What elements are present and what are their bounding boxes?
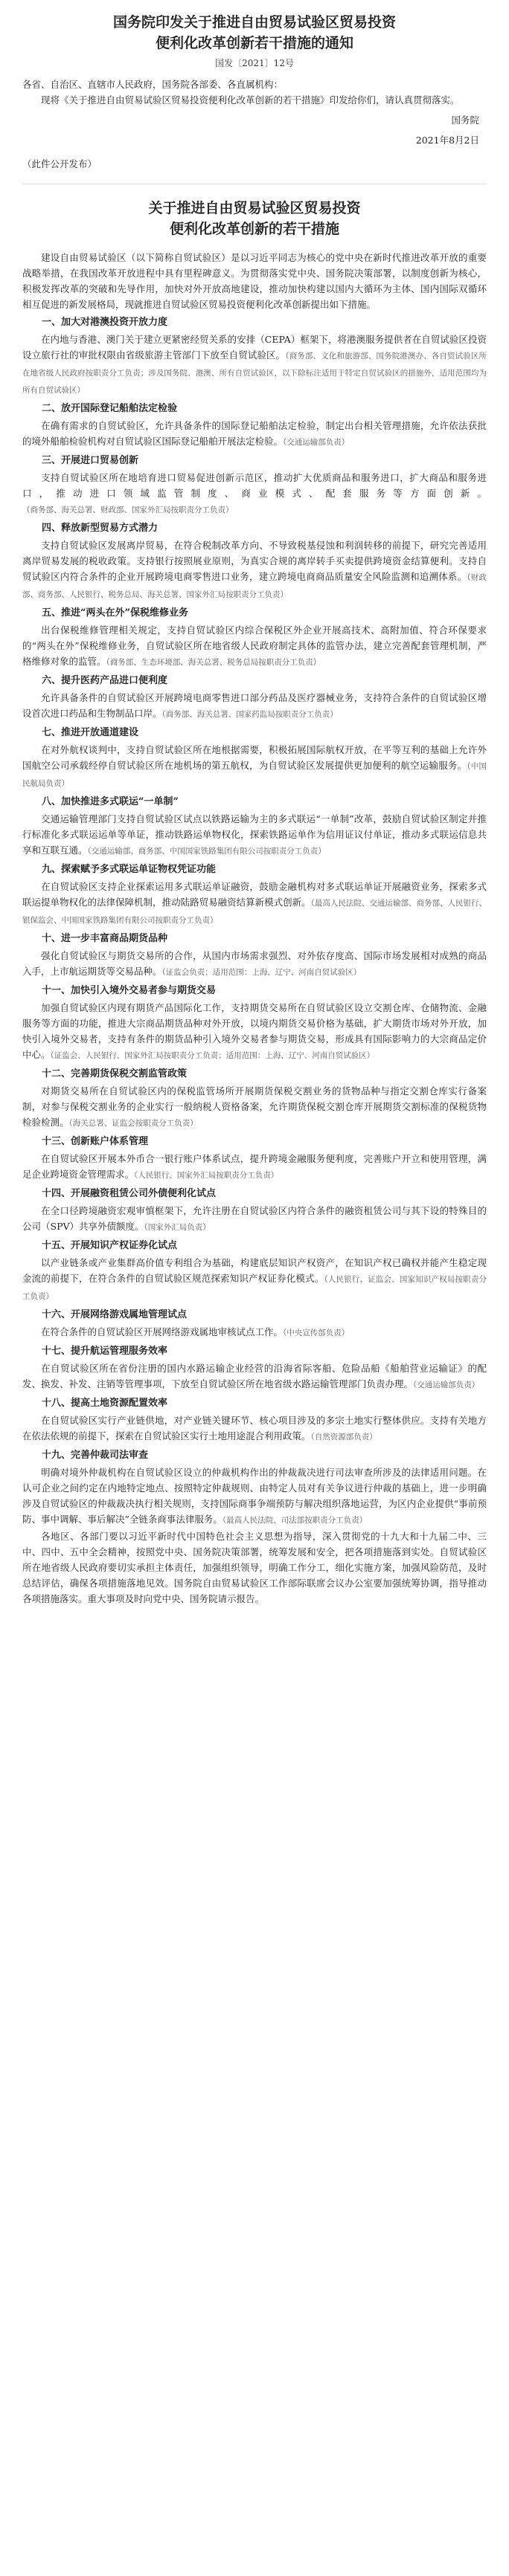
measure-responsibility: （人民银行、国家外汇局按职责分工负责） [134,1171,279,1180]
notice-body: 现将《关于推进自由贸易试验区贸易投资便利化改革创新的若干措施》印发给你们，请认真贯彻落实。 [41,94,460,106]
measure-body: 加强自贸试验区内现有期货产品国际化工作，支持期货交易所在自贸试验区设立交割仓库、仓储物流、金融服务等方面的功能，推进大宗商品期货品种对外开放，以境内期货交易价格为基础，扩大期货市场对外开放，加快引入境外交易者，支持有条件的期货品种引入境外交易者参与期货交易，形成具有国际影响力的大宗商品定价中心。 [22,1002,487,1060]
measure-text [22,470,487,518]
measure-heading: 五、推进“两头在外”保税维修业务 [42,607,188,619]
measures-title: 关于推进自由贸易试验区贸易投资 便利化改革创新的若干措施 [148,200,361,237]
measure-heading: 十五、开展知识产权证券化试点 [42,1240,178,1251]
measure-responsibility: （财政部、商务部、人民银行、税务总局、海关总署、国家外汇局按职责分工负责） [22,573,487,599]
measure-heading: 十四、开展融资租赁公司外债便利化试点 [42,1188,217,1199]
measure-text [22,1000,487,1064]
measure-section [22,520,487,603]
measure-text [22,1083,487,1132]
measure-responsibility: （证监会、人民银行、国家外汇局按职责分工负责；适用范围：上海、辽宁、河南自贸试验区） [50,1051,375,1060]
measure-responsibility: （商务部、生态环境部、海关总署、税务总局按职责分工负责） [106,658,321,667]
measures-sections [22,314,487,1529]
measure-section [22,794,487,859]
measure-responsibility: （人民银行、证监会、国家知识产权局按职责分工负责） [22,1275,487,1301]
measure-text [22,1413,487,1445]
measure-text [22,1203,487,1236]
measure-body: 在自贸试验区实行产业链供地，对产业链关键环节、核心项目涉及的多宗土地实行整体供应。支持有关地方在依法依规的前提下，探索在自贸试验区实行土地用途混合利用政策。 [22,1415,487,1442]
measure-body: 在对外航权谈判中，支持自贸试验区所在地根据需要，积极拓展国际航权开放，在平等互利的基础上允许外国航空公司承载经停自贸试验区所在地机场的第五航权，为自贸试验区发展提供更加便利的航空运输服务。 [22,744,487,771]
measure-responsibility: （海关总署、证监会按职责分工负责） [68,1119,198,1128]
measure-section [22,1343,487,1393]
measure-heading: 十一、加快引入境外交易者参与期货交易 [42,985,217,996]
measure-body: 强化自贸试验区与期货交易所的合作，从国内市场需求强烈、对外依存度高、国际市场发展相对成熟的商品入手，上市航运期货等交易品种。 [22,950,487,977]
measure-section [22,1066,487,1132]
publish-note: （此件公开发布） [22,158,97,170]
measure-responsibility: （中国民航局负责） [22,762,487,788]
measure-text [22,418,487,451]
measure-heading: 十八、提高土地资源配置效率 [42,1398,168,1409]
measure-heading: 六、提升医药产品进口便利度 [42,675,168,686]
measure-section [22,862,487,929]
measure-body: 支持自贸试验区所在地培育进口贸易促进创新示范区，推动扩大优质商品和服务进口，扩大商品和服务进口，推动进口领域监管制度、商业模式、配套服务等方面创新。 [22,472,487,499]
measure-section [22,1395,487,1445]
measure-text [22,332,487,398]
sign-date: 2021年8月2日 [415,135,479,146]
measure-heading: 二、放开国际登记船舶法定检验 [42,403,178,414]
measure-responsibility: （国家外汇局负责） [144,1223,211,1232]
measure-body: 出台保税维修管理相关规定，支持自贸试验区内综合保税区外企业开展高技术、高附加值、符合环保要求的“两头在外”保税维修业务，自贸试验区所在地省级人民政府制定具体的监管办法，建立完善配套管理机制，严格维修对象的监管。 [22,624,487,667]
measure-responsibility: （中央宣传部负责） [283,1329,350,1337]
closing-paragraph: 各地区、各部门要以习近平新时代中国特色社会主义思想为指导，深入贯彻党的十九大和十九届二中、三中、四中、五中全会精神，按照党中央、国务院决策部署，统筹发展和安全，把各项措施落到实处。自贸试验区所在地省级人民政府要切实承担主体责任，加强组织领导，明确工作分工，细化实施方案，加强风险防范，及时总结评估，确保各项措施落地见效。国务院自由贸易试验区工作部际联席会议办公室要加强统筹协调，指导推动各项措施落实。重大事项及时向党中央、国务院请示报告。 [22,1531,487,1604]
measure-section [22,1238,487,1305]
measure-body: 交通运输管理部门支持自贸试验区试点以铁路运输为主的多式联运“一单制”改革，鼓励自贸试验区制定并推行标准化多式联运运单等单证，推动铁路运单物权化，探索铁路运单作为信用证议付单证，推动多式联运信息共享和互联互通。 [22,813,487,856]
measure-body: 以产业链条或产业集群高价值专利组合为基础，构建底层知识产权资产，在知识产权已确权并能产生稳定现金流的前提下，在符合条件的自贸试验区规范探索知识产权证券化模式。 [22,1257,487,1284]
measure-body: 明确对境外仲裁机构在自贸试验区设立的仲裁机构作出的仲裁裁决进行司法审查所涉及的法律适用问题。在认可企业之间约定在内地特定地点、按照特定仲裁规则、由特定人员对有关争议进行仲裁的基础上，进一步明确涉及自贸试验区的仲裁裁决执行相关规则，支持国际商事争端预防与解决组织落地运营，为区内企业提供“事前预防、事中调解、事后解决”全链条商事法律服务。 [22,1467,487,1525]
measure-text [22,879,487,929]
measure-body: 对期货交易所在自贸试验区内的保税监管场所开展期货保税交割业务的货物品种与指定交割仓库实行备案制，对参与保税交割业务的企业实行一般纳税人资格备案，允许期货保税交割仓库开展期货交割标准的保税货物检验检测。 [22,1085,487,1128]
measure-text [22,1324,487,1341]
measure-section [22,401,487,451]
measure-section [22,983,487,1064]
measure-responsibility: （交通运输部、商务部、中国国家铁路集团有限公司按职责分工负责） [87,847,326,856]
measure-section [22,1307,487,1341]
measure-body: 在自贸试验区所在省份注册的国内水路运输企业经营的沿海省际客船、危险品船《船舶营业运输证》的配发、换发、补发、注销等管理事项，下放至自贸试验区所在地省级水路运输管理部门负责办理。 [22,1363,487,1389]
measure-text [22,690,487,723]
document-number: 国发〔2021〕12号 [215,58,294,68]
measure-responsibility: （交通运输部负责） [283,438,350,447]
measure-text [22,1465,487,1529]
addressees: 各省、自治区、直辖市人民政府，国务院各部委、各直属机构： [22,79,284,90]
measure-responsibility: （商务部、文化和旅游部、国务院港澳办、各自贸试验区所在地省级人民政府按职责分工负责；涉及国务院、港澳、所有自贸试验区，以下除标注适用于特定自贸试验区的措施外，适用范围均为所有自贸试验区） [22,352,487,395]
measure-body: 在自贸试验区开展本外币合一银行账户体系试点，提升跨境金融服务便利度，完善账户开立和使用管理，满足企业跨境资金管理需求。 [22,1153,487,1180]
measure-section [22,314,487,398]
measure-heading: 三、开展进口贸易创新 [42,455,139,466]
measure-heading: 十六、开展网络游戏属地管理试点 [42,1309,188,1320]
measure-heading: 一、加大对港澳投资开放力度 [42,317,168,328]
measure-body: 在确有需求的自贸试验区，允许具备条件的国际登记船舶法定检验，制定出台相关管理措施，允许依法获批的境外船舶检验机构对自贸试验区国际登记船舶开展法定检验。 [22,420,487,447]
measure-heading: 八、加快推进多式联运“一单制” [42,796,179,807]
measure-responsibility: （最高人民法院、交通运输部、商务部、人民银行、银保监会、中国国家铁路集团有限公司按职责分工负责） [22,899,487,925]
measure-heading: 七、推进开放通道建设 [42,727,139,738]
measure-section [22,673,487,723]
measure-body: 在符合条件的自贸试验区开展网络游戏属地审核试点工作。 [41,1326,284,1337]
measure-responsibility: （最高人民法院、司法部按职责分工负责） [222,1516,368,1525]
measure-section [22,605,487,671]
measure-heading: 十七、提升航运管理服务效率 [42,1346,168,1357]
measure-text [22,622,487,671]
measure-text [22,948,487,981]
measure-responsibility: （证监会负责；适用范围：上海、辽宁、河南自贸试验区） [161,968,362,977]
measure-text [22,538,487,603]
measure-text [22,1255,487,1305]
measure-heading: 十二、完善期货保税交割监管政策 [42,1068,188,1079]
measures-intro: 建设自由贸易试验区（以下简称自贸试验区）是以习近平同志为核心的党中央在新时代推进改革开放的重要战略举措，在我国改革开放进程中具有里程碑意义。为贯彻落实党中央、国务院决策部署，以制度创新为核心，积极发挥改革的突破和先导作用，加快对外开放高地建设，推动加快构建以国内大循环为主体、国内国际双循环相互促进的新发展格局，现就推进自贸试验区贸易投资便利化改革创新提出如下措施。 [22,252,487,310]
measure-body: 在自贸试验区支持企业探索运用多式联运单证融资，鼓励金融机构对多式联运单证开展融资业务，探索多式联运提单物权化的法律保障机制，推动陆路贸易融资结算新模式创新。 [22,881,487,908]
measure-text [22,742,487,792]
measure-section [22,453,487,518]
measure-section [22,725,487,792]
measure-responsibility: （自然资源部负责） [310,1433,377,1442]
measure-heading: 十九、完善仲裁司法审查 [42,1450,149,1461]
measure-heading: 四、释放新型贸易方式潜力 [42,523,159,534]
measure-responsibility: （商务部、海关总署、财政部、国家外汇局按职责分工负责） [22,506,234,514]
measure-responsibility: （商务部、海关总署、国家药监局按职责分工负责） [161,710,338,719]
measure-text [22,1151,487,1184]
measure-heading: 十三、创新账户体系管理 [42,1136,149,1147]
measure-body: 支持自贸试验区发展离岸贸易，在符合税制改革方向、不导致税基侵蚀和利润转移的前提下，研究完善适用离岸贸易发展的税收政策。支持银行按照展业原则，为真实合规的离岸转手买卖提供跨境资金结算便利。支持自贸试验区内符合条件的企业开展跨境电商零售进口业务，建立跨境电商商品质量安全风险监测和追溯体系。 [22,540,487,582]
measure-section [22,931,487,981]
signer: 国务院 [451,114,479,126]
measure-section [22,1186,487,1236]
notice-title: 国务院印发关于推进自由贸易试验区贸易投资 便利化改革创新若干措施的通知 [112,14,396,51]
measure-body: 在内地与香港、澳门关于建立更紧密经贸关系的安排（CEPA）框架下，将港澳服务提供者在自贸试验区投资设立旅行社的审批权限由省级旅游主管部门下放至自贸试验区。 [22,334,487,361]
measure-text [22,811,487,859]
measure-section [22,1134,487,1184]
measure-text [22,1360,487,1393]
measure-heading: 十、进一步丰富商品期货品种 [42,933,168,944]
measure-body: 在全口径跨境融资宏观审慎框架下，允许注册在自贸试验区内符合条件的融资租赁公司与其下设的特殊目的公司（SPV）共享外债额度。 [22,1205,487,1232]
measure-responsibility: （交通运输部负责） [413,1381,480,1389]
measure-section [22,1447,487,1529]
measure-heading: 九、探索赋予多式联运单证物权凭证功能 [42,864,217,875]
measure-body: 允许具备条件的自贸试验区开展跨境电商零售进口部分药品及医疗器械业务，支持符合条件的自贸试验区增设首次进口药品和生物制品口岸。 [22,692,487,719]
